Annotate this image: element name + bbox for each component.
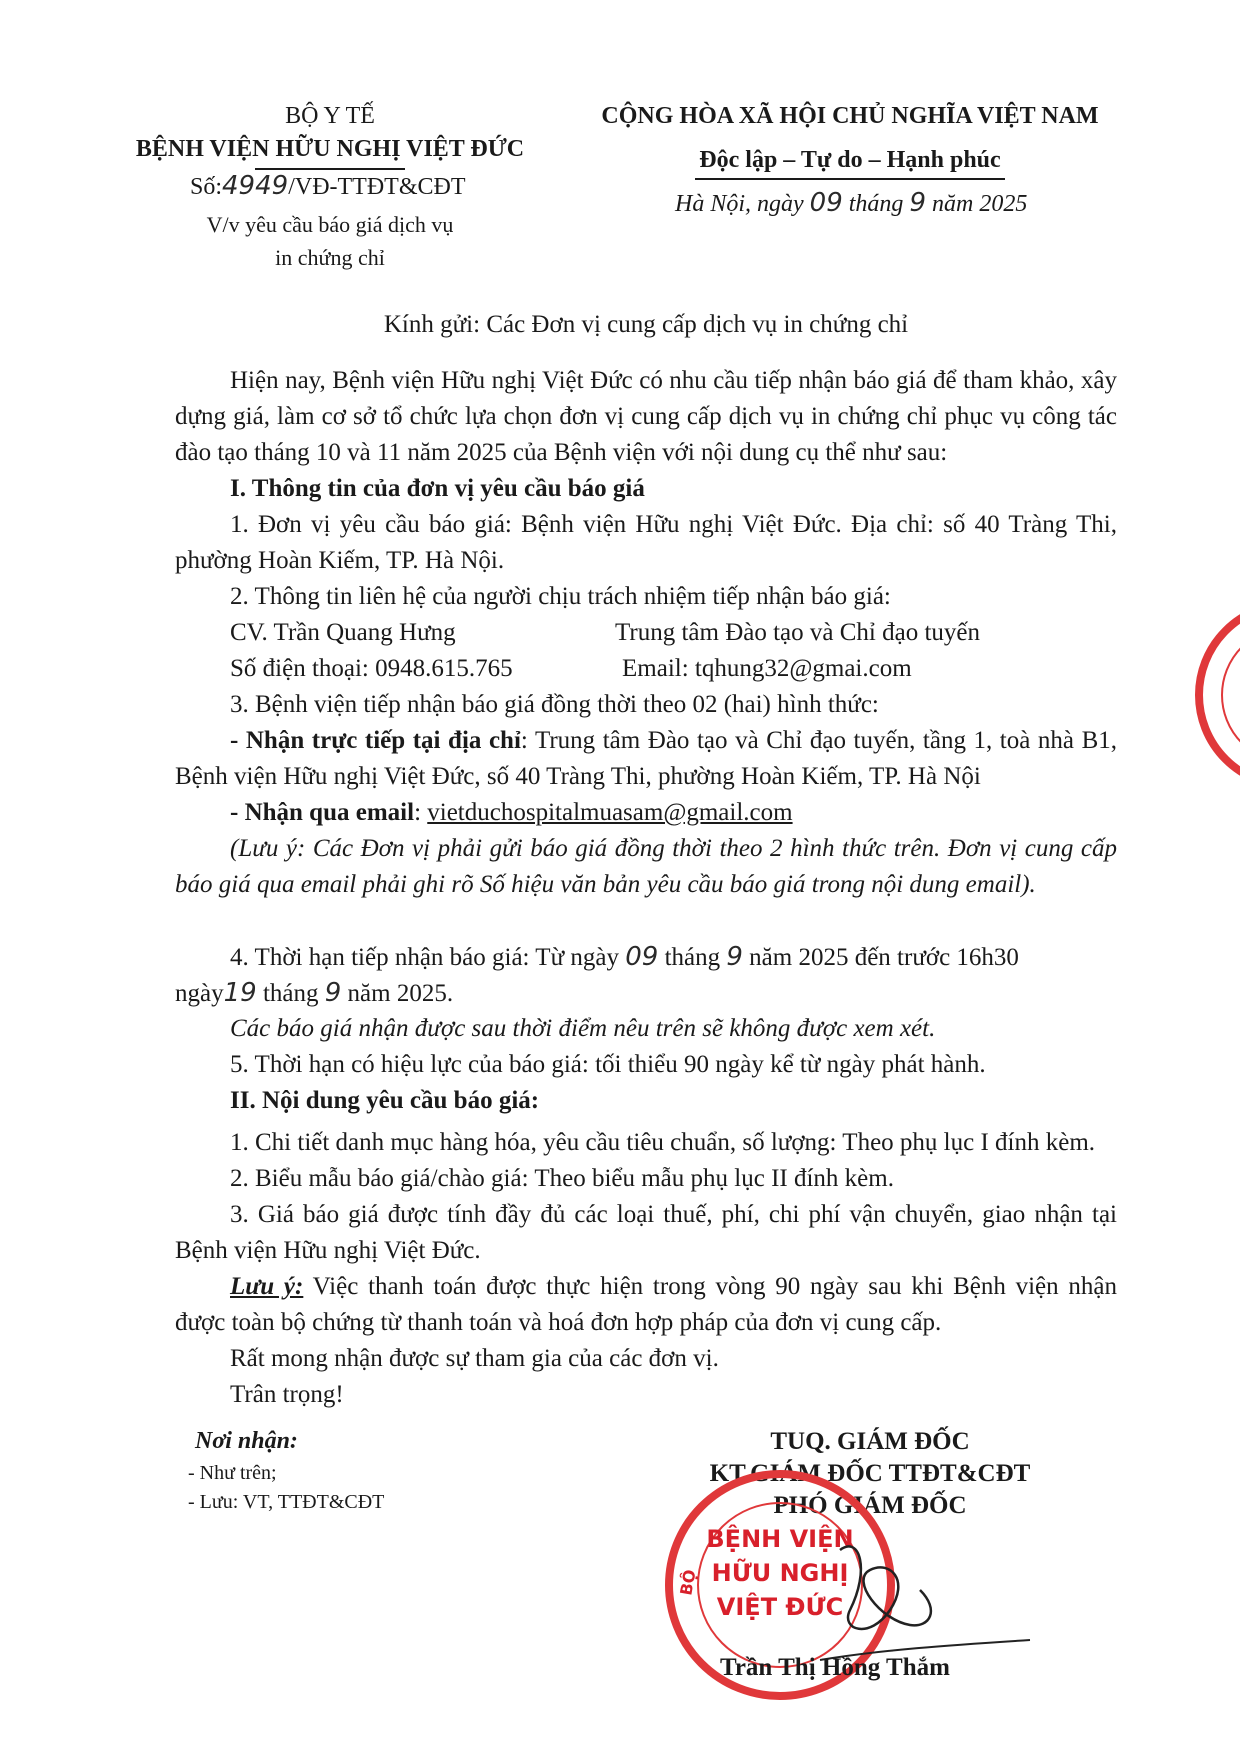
section-1-item-3: 3. Bệnh viện tiếp nhận báo giá đồng thời theo 02 (hai) hình thức: bbox=[230, 691, 879, 718]
contact-phone: Số điện thoại: 0948.615.765 bbox=[230, 655, 513, 682]
intro-paragraph: Hiện nay, Bệnh viện Hữu nghị Việt Đức có nhu cầu tiếp nhận báo giá để tham khảo, xây dựng giá, làm cơ sở tổ chức lựa chọn đơn vị cung cấp dịch vụ in chứng chỉ phục vụ công tác đào tạo tháng 10 và 11 năm 2025 của Bệnh viện với nội dung cụ thể như sau: bbox=[175, 367, 1117, 466]
delivery-note: (Lưu ý: Các Đơn vị phải gửi báo giá đồng thời theo 2 hình thức trên. Đơn vị cung cấp báo giá qua email phải ghi rõ Số hiệu văn bản yêu cầu báo giá trong nội dung email). bbox=[175, 835, 1117, 898]
item4-month2-word: tháng bbox=[262, 980, 319, 1007]
seal-side-text: BỘ bbox=[676, 1568, 700, 1597]
subject-line-2: in chứng chỉ bbox=[275, 245, 385, 270]
doc-no-prefix: Số: bbox=[190, 174, 223, 200]
closing-line-1: Rất mong nhận được sự tham gia của các đơn vị. bbox=[230, 1345, 719, 1372]
date-month-word: tháng bbox=[848, 191, 904, 217]
item4-month2-handwritten: 9 bbox=[324, 978, 342, 1008]
recipient-1: - Như trên; bbox=[188, 1462, 277, 1484]
item4-day-handwritten: 09 bbox=[625, 942, 659, 972]
recipients-title: Nơi nhận: bbox=[195, 1428, 298, 1454]
margin-seal-inner-ring bbox=[1221, 626, 1240, 764]
signature-line-3: PHÓ GIÁM ĐỐC bbox=[773, 1492, 967, 1519]
direct-delivery bbox=[175, 723, 1117, 795]
section-1-title: I. Thông tin của đơn vị yêu cầu báo giá bbox=[230, 475, 645, 502]
signer-name: Trần Thị Hồng Thắm bbox=[720, 1654, 950, 1681]
payment-note-text: Việc thanh toán được thực hiện trong vòng 90 ngày sau khi Bệnh viện nhận được toàn bộ chứng từ thanh toán và hoá đơn hợp pháp của đơn vị cung cấp. bbox=[175, 1273, 1117, 1336]
salutation: Kính gửi: Các Đơn vị cung cấp dịch vụ in chứng chỉ bbox=[383, 311, 909, 338]
item4-year2: năm 2025. bbox=[347, 980, 454, 1007]
direct-delivery-text: : Trung tâm Đào tạo và Chỉ đạo tuyến, tầng 1, toà nhà B1, Bệnh viện Hữu nghị Việt Đức, số 40 Tràng Thi, phường Hoàn Kiếm, TP. Hà Nội bbox=[175, 727, 1117, 790]
item4-month-handwritten: 9 bbox=[726, 942, 743, 972]
payment-note bbox=[175, 1269, 1117, 1341]
payment-note-label: Lưu ý: bbox=[230, 1273, 304, 1300]
email-link[interactable]: vietduchospitalmuasam@gmail.com bbox=[427, 799, 793, 826]
motto-underline bbox=[695, 178, 1005, 180]
date-year: năm 2025 bbox=[931, 191, 1028, 217]
hospital-name: BỆNH VIỆN HỮU NGHỊ VIỆT ĐỨC bbox=[135, 136, 525, 162]
contact-unit: Trung tâm Đào tạo và Chỉ đạo tuyến bbox=[615, 619, 981, 646]
signature-line-2: KT.GIÁM ĐỐC TTĐT&CĐT bbox=[709, 1460, 1031, 1487]
section-1-item-4-line-2 bbox=[175, 975, 453, 1012]
date-prefix: Hà Nội, ngày bbox=[675, 191, 804, 217]
item4-year-until: năm 2025 đến trước 16h30 bbox=[749, 944, 1019, 971]
email-delivery bbox=[230, 795, 793, 831]
issue-date bbox=[675, 187, 1027, 220]
recipient-2: - Lưu: VT, TTĐT&CĐT bbox=[188, 1491, 385, 1513]
signature-line-1: TUQ. GIÁM ĐỐC bbox=[770, 1428, 970, 1455]
item4-month-word: tháng bbox=[664, 944, 721, 971]
subject-line-1: V/v yêu cầu báo giá dịch vụ bbox=[206, 212, 454, 237]
date-day-handwritten: 09 bbox=[809, 188, 843, 218]
national-motto: Độc lập – Tự do – Hạnh phúc bbox=[699, 147, 1001, 173]
email-delivery-label: - Nhận qua email bbox=[230, 799, 415, 826]
nation-title: CỘNG HÒA XÃ HỘI CHỦ NGHĨA VIỆT NAM bbox=[601, 103, 1099, 129]
direct-delivery-label: - Nhận trực tiếp tại địa chỉ bbox=[230, 727, 521, 754]
ministry-name: BỘ Y TẾ bbox=[285, 103, 375, 129]
section-1-item-4-line-1 bbox=[230, 939, 1019, 976]
section-1-item-1: 1. Đơn vị yêu cầu báo giá: Bệnh viện Hữu nghị Việt Đức. Địa chỉ: số 40 Tràng Thi, phường Hoàn Kiếm, TP. Hà Nội. bbox=[175, 511, 1117, 574]
email-delivery-sep: : bbox=[414, 799, 428, 826]
section-1-item-5: 5. Thời hạn có hiệu lực của báo giá: tối thiểu 90 ngày kể từ ngày phát hành. bbox=[230, 1051, 986, 1078]
seal-line-3: VIỆT ĐỨC bbox=[716, 1593, 844, 1621]
section-1-item-2: 2. Thông tin liên hệ của người chịu trách nhiệm tiếp nhận báo giá: bbox=[230, 583, 891, 610]
item4-day-word: ngày bbox=[175, 980, 224, 1007]
item4-day2-handwritten: 19 bbox=[223, 978, 257, 1008]
section-2-title: II. Nội dung yêu cầu báo giá: bbox=[230, 1087, 540, 1114]
section-2-item-1: 1. Chi tiết danh mục hàng hóa, yêu cầu tiêu chuẩn, số lượng: Theo phụ lục I đính kèm. bbox=[230, 1129, 1096, 1156]
seal-line-1: BỆNH VIỆN bbox=[706, 1525, 854, 1553]
margin-seal-partial bbox=[1195, 600, 1240, 790]
document-number bbox=[190, 170, 466, 203]
seal-line-2: HỮU NGHỊ bbox=[711, 1559, 849, 1587]
item4-from: 4. Thời hạn tiếp nhận báo giá: Từ ngày bbox=[230, 944, 619, 971]
section-2-item-2: 2. Biểu mẫu báo giá/chào giá: Theo biểu mẫu phụ lục II đính kèm. bbox=[230, 1165, 894, 1192]
section-2-item-3: 3. Giá báo giá được tính đầy đủ các loại thuế, phí, chi phí vận chuyển, giao nhận tại Bệnh viện Hữu nghị Việt Đức. bbox=[175, 1201, 1117, 1264]
contact-name: CV. Trần Quang Hưng bbox=[230, 619, 456, 646]
section-1-item-4-note: Các báo giá nhận được sau thời điểm nêu trên sẽ không được xem xét. bbox=[230, 1015, 936, 1042]
doc-no-handwritten: 4949 bbox=[222, 171, 289, 201]
date-month-handwritten: 9 bbox=[909, 188, 926, 218]
closing-line-2: Trân trọng! bbox=[230, 1381, 344, 1408]
contact-email: Email: tqhung32@gmai.com bbox=[622, 655, 912, 682]
doc-no-suffix: /VĐ-TTĐT&CĐT bbox=[288, 174, 466, 200]
